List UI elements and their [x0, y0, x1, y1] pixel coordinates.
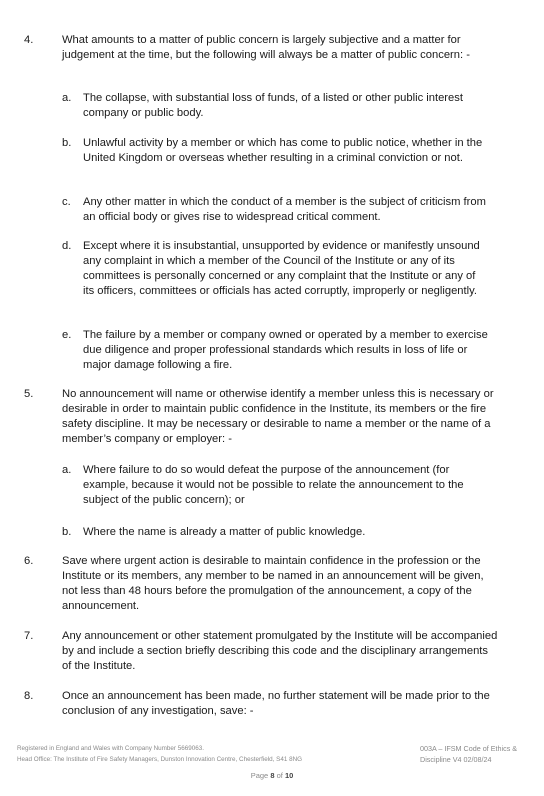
subitem-letter: a. — [62, 464, 72, 476]
subitem-text: Where the name is already a matter of public knowledge. — [83, 526, 366, 538]
subitem-letter: b. — [62, 526, 72, 538]
subitem-text: Except where it is insubstantial, unsupported by evidence or manifestly unsound any complaint in which a member of the Council of the Institute or any of its committees is personally concerned or any complaint that the Institute or any of its officers, committees or officials has acted corruptly, improperly or negligently. — [83, 240, 480, 297]
footer-registration: Registered in England and Wales with Company Number 5669063. — [17, 745, 205, 752]
subitem-text: Any other matter in which the conduct of a member is the subject of criticism from an official body or gives rise to widespread critical comment. — [83, 196, 486, 223]
footer-document-reference — [420, 743, 540, 765]
subitem-text: Where failure to do so would defeat the purpose of the announcement (for example, because it would not be possible to relate the announcement to the subject of the public concern); or — [83, 464, 464, 506]
subitem-text: The failure by a member or company owned or operated by a member to exercise due diligence and proper professional standards which results in loss of life or major damage following a fire. — [83, 329, 488, 371]
page-word: Page — [250, 771, 269, 780]
subitem-text: The collapse, with substantial loss of funds, of a listed or other public interest company or public body. — [83, 92, 463, 119]
doc-ref-line-2: Discipline V4 02/08/24 — [420, 755, 492, 764]
paragraph-number: 5. — [24, 388, 34, 400]
paragraph-number: 6. — [24, 555, 34, 567]
paragraph-text: Once an announcement has been made, no further statement will be made prior to the conclusion of any investigation, save: - — [62, 690, 490, 717]
footer-office-address: Head Office: The Institute of Fire Safety Managers, Dunston Innovation Centre, Chesterfield, S41 8NG — [17, 756, 303, 763]
subitem-letter: c. — [62, 196, 71, 208]
footer-company-info — [17, 743, 397, 765]
subitem-letter: b. — [62, 137, 72, 149]
page-current: 8 — [270, 771, 275, 780]
paragraph-text: What amounts to a matter of public concern is largely subjective and a matter for judgement at the time, but the following will always be a matter of public concern: - — [62, 34, 470, 61]
subitem-letter: d. — [62, 240, 72, 252]
page-total: 10 — [284, 771, 294, 780]
paragraph-text: Save where urgent action is desirable to maintain confidence in the profession or the Institute or its members, any member to be named in an announcement will be given, not less than 48 hours before the promulgation of the announcement, a copy of the announcement. — [62, 555, 484, 612]
subitem-letter: a. — [62, 92, 72, 104]
paragraph-text: Any announcement or other statement promulgated by the Institute will be accompanied by and include a section briefly describing this code and the disciplinary arrangements of the Institute. — [62, 630, 498, 672]
paragraph-number: 4. — [24, 34, 34, 46]
doc-ref-line-1: 003A – IFSM Code of Ethics & — [420, 744, 518, 753]
paragraph-number: 7. — [24, 630, 34, 642]
paragraph-text: No announcement will name or otherwise identify a member unless this is necessary or desirable in order to maintain public confidence in the Institute, its members or the fire safety discipline. It may be necessary or desirable to name a member or the name of a member’s company or employer: - — [62, 388, 494, 445]
subitem-letter: e. — [62, 329, 72, 341]
page-number — [0, 771, 544, 780]
subitem-text: Unlawful activity by a member or which has come to public notice, whether in the United Kingdom or overseas whether resulting in a criminal conviction or not. — [83, 137, 483, 164]
page-of: of — [276, 771, 283, 780]
paragraph-number: 8. — [24, 690, 34, 702]
